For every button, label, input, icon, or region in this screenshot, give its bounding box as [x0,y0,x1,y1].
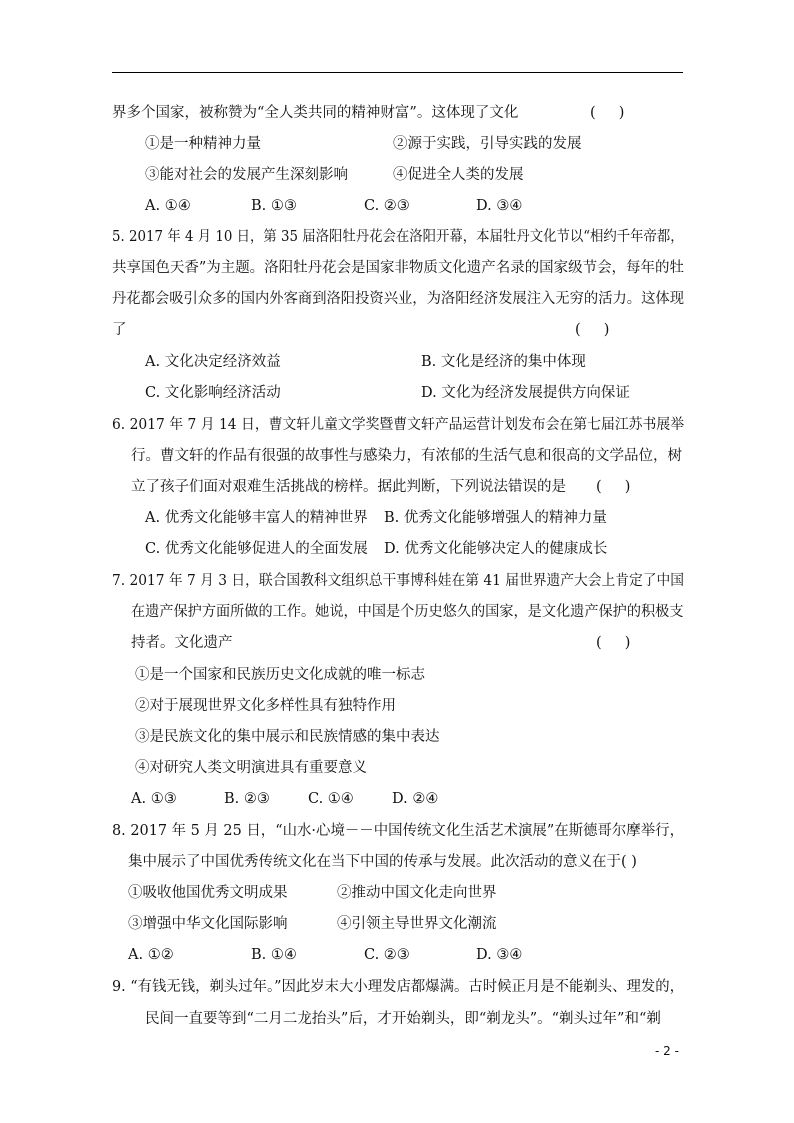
q7-option-2: ②对于展现世界文化多样性具有独特作用 [135,698,396,714]
q5-choice-b: B. 文化是经济的集中体现 [421,354,586,370]
q7-choice-a: A. ①③ [131,791,177,807]
q6-answer-paren: ( ) [596,479,631,495]
q8-option-1: ①吸收他国优秀文明成果 [128,885,288,901]
q4-choice-b: B. ①③ [251,198,297,214]
q4-option-3: ③能对社会的发展产生深刻影响 [145,167,348,183]
q7-line-3: 持者。文化遗产 [131,635,233,651]
q8-option-3: ③增强中华文化国际影响 [128,916,288,932]
q8-choice-c: C. ②③ [364,947,410,963]
q4-option-1: ①是一种精神力量 [145,136,261,152]
q5-choice-c: C. 文化影响经济活动 [145,385,281,401]
q7-option-1: ①是一个国家和民族历史文化成就的唯一标志 [135,667,425,683]
q7-answer-paren: ( ) [596,635,631,651]
q4-choice-d: D. ③④ [476,198,523,214]
q6-line-1: 6. 2017 年 7 月 14 日，曹文轩儿童文学奖暨曹文轩产品运营计划发布会在第七届江苏书展举 [112,417,685,433]
q8-choice-d: D. ③④ [476,947,523,963]
q5-choice-d: D. 文化为经济发展提供方向保证 [421,385,630,401]
q5-line-3: 丹花都会吸引众多的国内外客商到洛阳投资兴业，为洛阳经济发展注入无穷的活力。这体现 [112,291,684,307]
q7-choice-d: D. ②④ [392,791,439,807]
q8-choice-b: B. ①④ [251,947,297,963]
q4-choice-c: C. ②③ [364,198,410,214]
q4-stem: 界多个国家，被称赞为“全人类共同的精神财富”。这体现了文化 [112,105,519,121]
q5-line-4: 了 [112,322,127,338]
q7-option-4: ④对研究人类文明演进具有重要意义 [135,760,367,776]
q7-line-1: 7. 2017 年 7 月 3 日，联合国教科文组织总干事博科娃在第 41 届世界遗产大会上肯定了中国 [112,573,685,589]
q7-choice-b: B. ②③ [224,791,270,807]
q4-option-2: ②源于实践，引导实践的发展 [393,136,582,152]
q8-option-2: ②推动中国文化走向世界 [337,885,497,901]
q8-line-2: 集中展示了中国优秀传统文化在当下中国的传承与发展。此次活动的意义在于( ) [128,854,637,870]
q8-line-1: 8. 2017 年 5 月 25 日，“山水·心境－－中国传统文化生活艺术演展”在斯德哥尔摩举行， [112,823,685,839]
q6-choice-d: D. 优秀文化能够决定人的健康成长 [384,541,608,557]
q5-answer-paren: ( ) [575,322,610,338]
q4-option-4: ④促进全人类的发展 [393,167,524,183]
q5-choice-a: A. 文化决定经济效益 [145,354,281,370]
q9-line-1: 9. “有钱无钱，剃头过年。”因此岁末大小理发店都爆满。古时候正月是不能剃头、理发的， [112,979,685,995]
q6-line-3: 立了孩子们面对艰难生活挑战的榜样。据此判断，下列说法错误的是 [131,479,566,495]
q7-line-2: 在遗产保护方面所做的工作。她说，中国是个历史悠久的国家，是文化遗产保护的积极支 [131,604,684,620]
q4-answer-paren: ( ) [590,105,625,121]
q7-option-3: ③是民族文化的集中展示和民族情感的集中表达 [135,729,440,745]
q6-choice-a: A. 优秀文化能够丰富人的精神世界 [145,510,368,526]
q9-line-2: 民间一直要等到“二月二龙抬头”后，才开始剃头，即“剃龙头”。“剃头过年”和“剃 [145,1011,661,1027]
q6-choice-b: B. 优秀文化能够增强人的精神力量 [384,510,607,526]
q4-choice-a: A. ①④ [145,198,191,214]
q6-choice-c: C. 优秀文化能够促进人的全面发展 [145,541,368,557]
q7-choice-c: C. ①④ [308,791,354,807]
q8-choice-a: A. ①② [128,947,174,963]
q5-line-2: 共享国色天香”为主题。洛阳牡丹花会是国家非物质文化遗产名录的国家级节会，每年的牡 [112,260,684,276]
header-rule [112,72,683,73]
q6-line-2: 行。曹文轩的作品有很强的故事性与感染力，有浓郁的生活气息和很高的文学品位，树 [131,448,682,464]
q8-option-4: ④引领主导世界文化潮流 [337,916,497,932]
page-number: - 2 - [655,1044,679,1058]
q5-line-1: 5. 2017 年 4 月 10 日，第 35 届洛阳牡丹花会在洛阳开幕，本届牡丹文化节以“相约千年帝都， [112,229,684,245]
